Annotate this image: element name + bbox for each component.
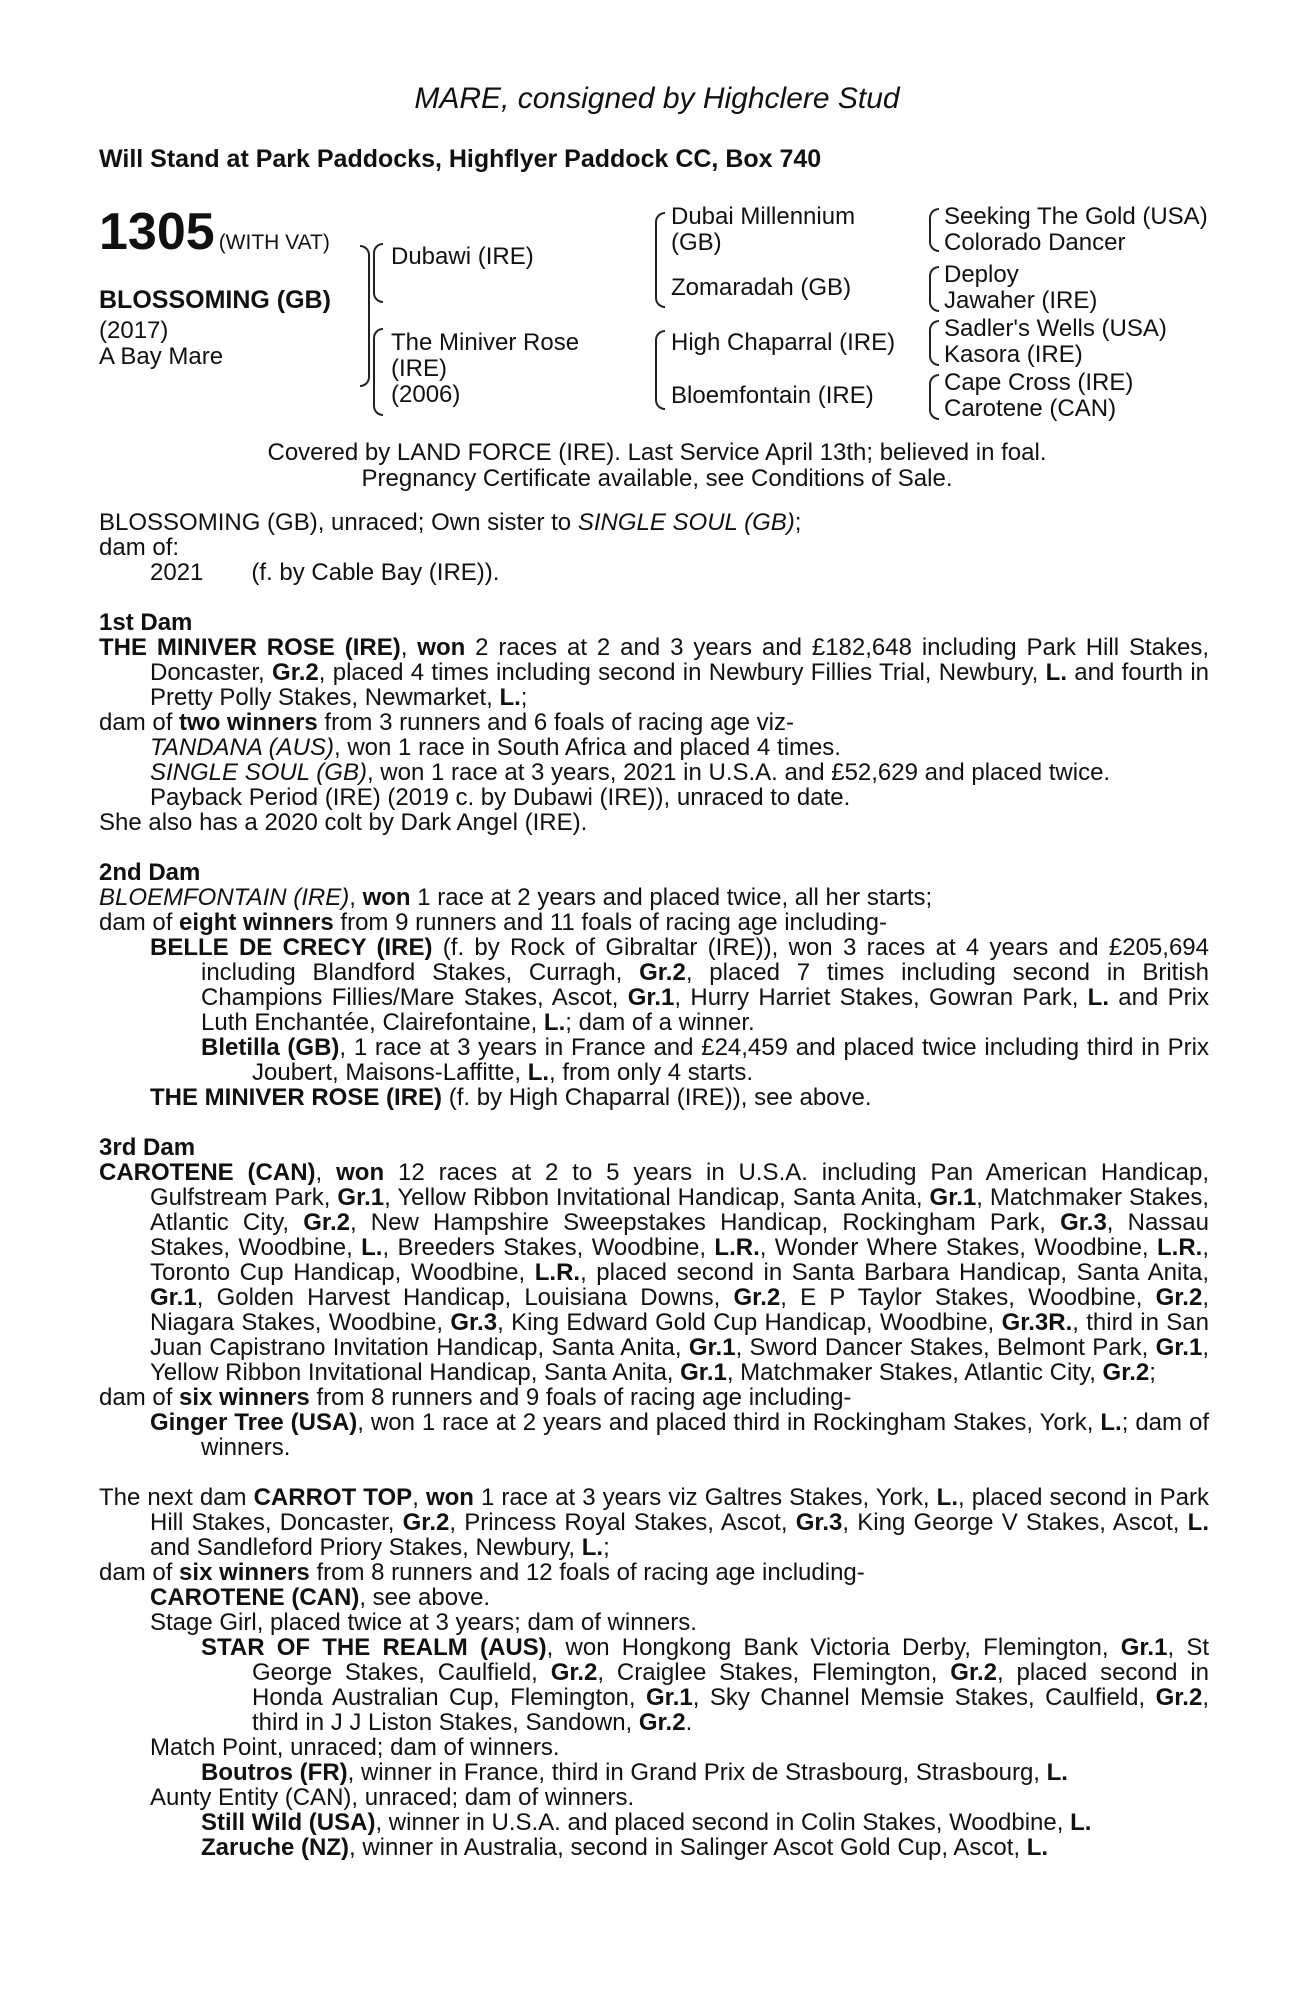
third-dam-record: CAROTENE (CAN), won 12 races at 2 to 5 years in U.S.A. including Pan American Handicap, Gulfstream Park, Gr.1, Yellow Ribbon Invitational Handicap, Santa Anita, Gr.1, Matchmaker Stakes, Atlantic City, Gr.2, New Hampshire Sweepstakes Handicap, Rockingham Park, Gr.3, Nassau Stakes, Woodbine, L., Breeders Stakes, Woodbine, L.R., Wonder Where Stakes, Woodbine, L.R., Toronto Cup Handicap, Woodbine, L.R., placed second in Santa Barbara Handicap, Santa Anita, Gr.1, Golden Harvest Handicap, Louisiana Downs, Gr.2, E P Taylor Stakes, Woodbine, Gr.2, Niagara Stakes, Woodbine, Gr.3, King Edward Gold Cup Handicap, Woodbine, Gr.3R., third in San Juan Capistrano Invitation Handicap, Santa Anita, Gr.1, Sword Dancer Stakes, Belmont Park, Gr.1, Yellow Ribbon Invitational Handicap, Santa Anita, Gr.1, Matchmaker Stakes, Atlantic City, Gr.2; [99,1159,1210,1386]
pedigree-ggp: Deploy [944,261,1019,288]
intro-foal [99,560,1209,585]
pedigree-sire-sire: (GB) [671,229,722,256]
third-dam-produce: dam of six winners from 8 runners and 9 foals of racing age including- [99,1384,852,1411]
pedigree-brace [360,245,370,387]
lot-header [99,202,330,262]
intro-horse-name: BLOSSOMING (GB) [99,509,318,536]
pedigree-brace [373,243,383,303]
pedigree-ggp: Jawaher (IRE) [944,287,1098,314]
intro-text: ; [794,509,802,536]
foal-description: (f. by Cable Bay (IRE)). [251,559,500,586]
intro-sister: SINGLE SOUL (GB) [577,509,795,536]
progeny-entry: Stage Girl, placed twice at 3 years; dam of winners. [150,1609,697,1636]
pedigree-sire-dam: Zomaradah (GB) [671,274,852,301]
cover-note: Covered by LAND FORCE (IRE). Last Service April 13th; believed in foal. [267,439,1047,466]
progeny-entry: TANDANA (AUS), won 1 race in South Africa and placed 4 times. [150,734,841,761]
progeny-entry: Bletilla (GB), 1 race at 3 years in France and £24,459 and placed twice including third in Prix Joubert, Maisons-Laffitte, L., from only 4 starts. [201,1034,1210,1086]
pedigree-ggp: Seeking The Gold (USA) [944,203,1208,230]
progeny-entry: CAROTENE (CAN), see above. [150,1584,491,1611]
progeny-entry: STAR OF THE REALM (AUS), won Hongkong Bank Victoria Derby, Flemington, Gr.1, St George Stakes, Caulfield, Gr.2, Craiglee Stakes, Flemington, Gr.2, placed second in Honda Australian Cup, Flemington, Gr.1, Sky Channel Memsie Stakes, Caulfield, Gr.2, third in J J Liston Stakes, Sandown, Gr.2. [201,1634,1209,1736]
pedigree-dam-sire: High Chaparral (IRE) [671,329,896,356]
pedigree-sire: Dubawi (IRE) [391,243,534,270]
second-dam-record: BLOEMFONTAIN (IRE), won 1 race at 2 years and placed twice, all her starts; [99,884,933,911]
progeny-entry: THE MINIVER ROSE (IRE) (f. by High Chaparral (IRE)), see above. [150,1084,872,1111]
pedigree-brace [655,330,665,410]
third-dam-heading: 3rd Dam [99,1134,196,1161]
first-dam-heading: 1st Dam [99,609,193,636]
vat-note: (WITH VAT) [218,231,330,254]
first-dam-produce: dam of two winners from 3 runners and 6 foals of racing age viz- [99,709,794,736]
pedigree-ggp: Carotene (CAN) [944,395,1117,422]
pedigree-ggp: Cape Cross (IRE) [944,369,1134,396]
pedigree-dam: (IRE) [391,355,447,382]
pedigree-dam-year: (2006) [391,381,461,408]
progeny-entry: BELLE DE CRECY (IRE) (f. by Rock of Gibraltar (IRE)), won 3 races at 4 years and £205,694 including Blandford Stakes, Curragh, Gr.2, placed 7 times including second in British Champions Fillies/Mare Stakes, Ascot, Gr.1, Hurry Harriet Stakes, Gowran Park, L. and Prix Luth Enchantée, Clairefontaine, L.; dam of a winner. [150,934,1209,1036]
pedigree-ggp: Kasora (IRE) [944,341,1083,368]
pedigree-brace [929,266,939,312]
pedigree-brace [655,212,665,308]
pedigree-sire-sire: Dubai Millennium [671,203,856,230]
intro-text: , unraced; Own sister to [317,509,578,536]
lot-number: 1305 [99,203,215,261]
intro-line [99,510,1209,535]
intro-dam-of: dam of: [99,534,180,561]
horse-name: BLOSSOMING (GB) [99,286,331,314]
pedigree-ggp: Sadler's Wells (USA) [944,315,1167,342]
stand-location: Will Stand at Park Paddocks, Highflyer Paddock CC, Box 740 [99,145,822,173]
progeny-entry: Still Wild (USA), winner in U.S.A. and placed second in Colin Stakes, Woodbine, L. [201,1809,1092,1836]
certificate-note: Pregnancy Certificate available, see Conditions of Sale. [361,465,953,492]
pedigree-dam-dam: Bloemfontain (IRE) [671,382,874,409]
progeny-entry: Zaruche (NZ), winner in Australia, second in Salinger Ascot Gold Cup, Ascot, L. [201,1834,1049,1861]
produce-record [99,510,1209,1860]
second-dam-produce: dam of eight winners from 9 runners and 11 foals of racing age including- [99,909,887,936]
second-dam-heading: 2nd Dam [99,859,201,886]
next-dam-produce: dam of six winners from 8 runners and 12 foals of racing age including- [99,1559,865,1586]
progeny-entry: Ginger Tree (USA), won 1 race at 2 years and placed third in Rockingham Stakes, York, L.; dam of winners. [150,1409,1209,1461]
pedigree-brace [373,328,383,416]
horse-year: (2017) [99,317,169,344]
progeny-entry: Boutros (FR), winner in France, third in Grand Prix de Strasbourg, Strasbourg, L. [201,1759,1068,1786]
next-dam-record: The next dam CARROT TOP, won 1 race at 3 years viz Galtres Stakes, York, L., placed second in Park Hill Stakes, Doncaster, Gr.2, Princess Royal Stakes, Ascot, Gr.3, King George V Stakes, Ascot, L. and Sandleford Priory Stakes, Newbury, L.; [99,1484,1210,1561]
pedigree-dam: The Miniver Rose [391,329,580,356]
pedigree-ggp: Colorado Dancer [944,229,1126,256]
pedigree-brace [929,320,939,366]
progeny-entry: Match Point, unraced; dam of winners. [150,1734,560,1761]
horse-description: A Bay Mare [99,343,224,370]
foal-year: 2021 [150,559,204,586]
pedigree-brace [929,374,939,420]
progeny-entry: SINGLE SOUL (GB), won 1 race at 3 years, 2021 in U.S.A. and £52,629 and placed twice. [150,759,1111,786]
progeny-entry: Aunty Entity (CAN), unraced; dam of winners. [150,1784,635,1811]
progeny-entry: Payback Period (IRE) (2019 c. by Dubawi (IRE)), unraced to date. [150,784,851,811]
pedigree-brace [929,208,939,252]
consignment-title: MARE, consigned by Highclere Stud [414,82,900,115]
first-dam-note: She also has a 2020 colt by Dark Angel (IRE). [99,809,588,836]
first-dam-record: THE MINIVER ROSE (IRE), won 2 races at 2 and 3 years and £182,648 including Park Hill Stakes, Doncaster, Gr.2, placed 4 times including second in Newbury Fillies Trial, Newbury, L. and fourth in Pretty Polly Stakes, Newmarket, L.; [99,634,1210,711]
